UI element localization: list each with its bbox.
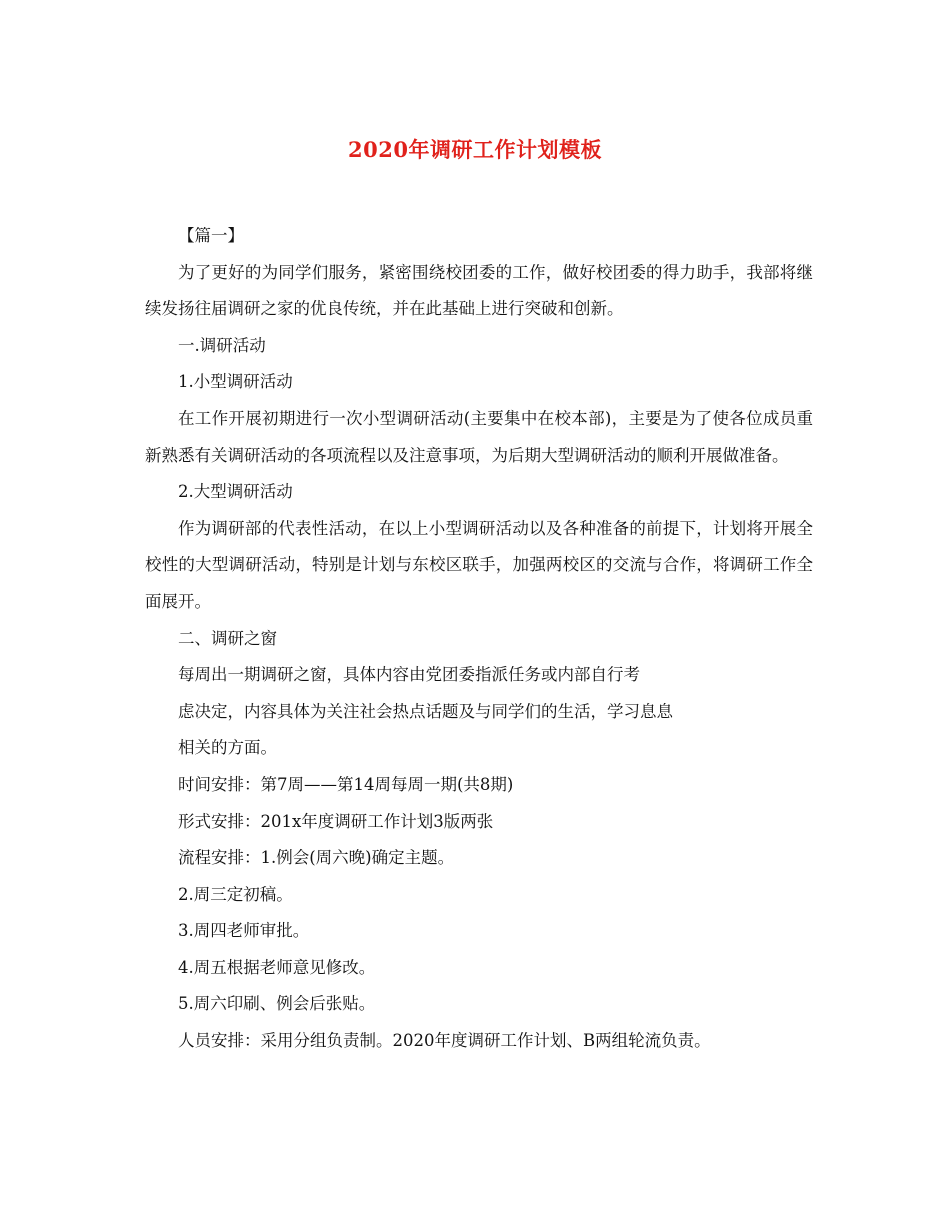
heading-research-activities: 一.调研活动: [178, 335, 266, 355]
window-line-2: 虑决定，内容具体为关注社会热点话题及与同学们的生活，学习息息: [178, 701, 673, 721]
section-label: 【篇一】: [178, 226, 244, 245]
flow-step-2: 2.周三定初稿。: [178, 884, 293, 904]
intro-paragraph: 为了更好的为同学们服务，紧密围绕校团委的工作，做好校团委的得力助手，我部将继续发扬往届调研之家的优良传统，并在此基础上进行突破和创新。: [145, 262, 813, 319]
document-body: [145, 218, 813, 1060]
schedule-form: 形式安排：201x年度调研工作计划3版两张: [178, 811, 494, 831]
staff-arrangement: 人员安排：采用分组负责制。2020年度调研工作计划、B两组轮流负责。: [178, 1031, 711, 1051]
window-line-3: 相关的方面。: [178, 738, 277, 758]
subheading-small-research: 1.小型调研活动: [178, 372, 293, 392]
flow-step-4: 4.周五根据老师意见修改。: [178, 957, 376, 977]
heading-research-window: 二、调研之窗: [178, 628, 277, 648]
small-research-paragraph: 在工作开展初期进行一次小型调研活动(主要集中在校本部)，主要是为了使各位成员重新熟悉有关调研活动的各项流程以及注意事项，为后期大型调研活动的顺利开展做准备。: [145, 408, 813, 465]
subheading-large-research: 2.大型调研活动: [178, 482, 293, 502]
document-title: 2020年调研工作计划模板: [348, 137, 602, 162]
large-research-paragraph: 作为调研部的代表性活动，在以上小型调研活动以及各种准备的前提下，计划将开展全校性的大型调研活动，特别是计划与东校区联手，加强两校区的交流与合作，将调研工作全面展开。: [145, 518, 813, 611]
schedule-flow: 流程安排：1.例会(周六晚)确定主题。: [178, 848, 455, 868]
flow-step-5: 5.周六印刷、例会后张贴。: [178, 994, 376, 1014]
schedule-time: 时间安排：第7周——第14周每周一期(共8期): [178, 774, 514, 794]
flow-step-3: 3.周四老师审批。: [178, 921, 310, 941]
window-line-1: 每周出一期调研之窗，具体内容由党团委指派任务或内部自行考: [178, 665, 640, 685]
